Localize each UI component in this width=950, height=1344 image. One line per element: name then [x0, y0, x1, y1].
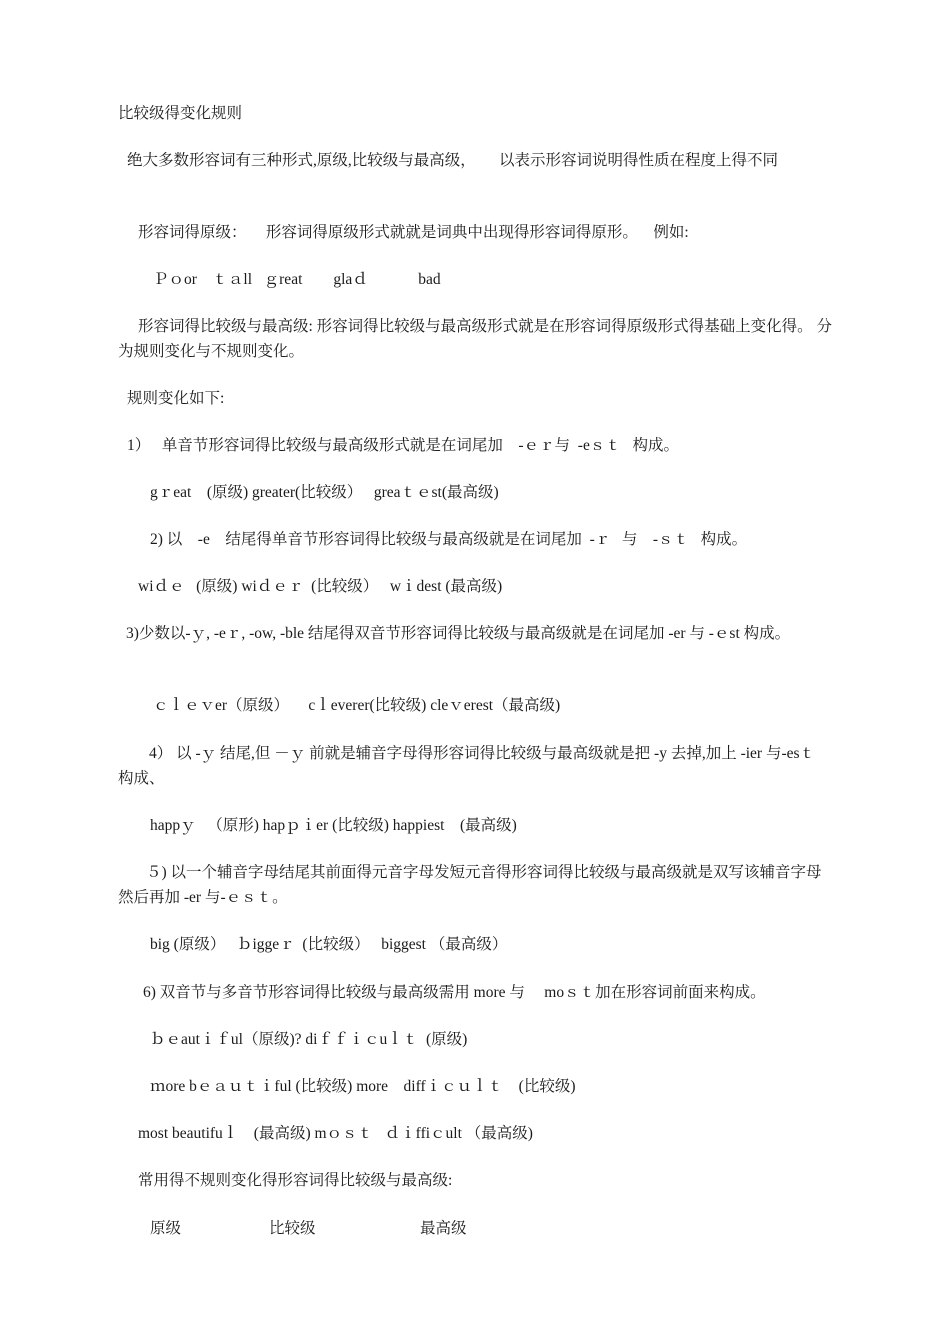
- rule-6-example-3: most beautifuｌ (最高级) mｏｓｔ ｄｉffiｃult （最高级): [138, 1125, 533, 1142]
- rule-4: 4） 以 -ｙ 结尾,但 －ｙ 前就是辅音字母得形容词得比较级与最高级就是把 -y 去掉,加上 -ier 与-esｔ 构成、: [118, 745, 816, 787]
- rule-5: ５) 以一个辅音字母结尾其前面得元音字母发短元音得形容词得比较级与最高级就是双写该辅音字母然后再加 -er 与-ｅｓｔ。: [118, 864, 822, 906]
- table-header-comparative: 比较级: [269, 1220, 316, 1237]
- irregular-heading: 常用得不规则变化得形容词得比较级与最高级:: [138, 1172, 453, 1189]
- rule-5-example: big (原级） ｂiggeｒ (比较级） biggest （最高级）: [150, 936, 508, 953]
- positive-definition: 形容词得原级： 形容词得原级形式就就是词典中出现得形容词得原形。 例如:: [138, 224, 689, 241]
- intro-paragraph: 绝大多数形容词有三种形式,原级,比较级与最高级， 以表示形容词说明得性质在程度上得不同: [127, 152, 779, 169]
- rule-3: 3)少数以-ｙ, -eｒ, -ow, -ble 结尾得双音节形容词得比较级与最高级就是在词尾加 -er 与 -ｅst 构成。: [126, 625, 791, 642]
- rule-4-example: happｙ （原形) hapｐｉer (比较级) happiest (最高级): [150, 817, 517, 834]
- rule-6-example-1: ｂｅautｉｆul（原级)? diｆｆｉｃuｌｔ (原级): [150, 1031, 468, 1048]
- comparative-definition: 形容词得比较级与最高级: 形容词得比较级与最高级形式就是在形容词得原级形式得基础上变化得。 分为规则变化与不规则变化。: [118, 318, 833, 360]
- document-title: 比较级得变化规则: [118, 105, 243, 122]
- rule-1: 1） 单音节形容词得比较级与最高级形式就是在词尾加 -ｅｒ与 -eｓｔ 构成。: [127, 437, 679, 454]
- rule-2-example: wiｄｅ (原级) wiｄｅｒ (比较级） wｉdest (最高级): [138, 578, 503, 595]
- rule-6-example-2: ｍore bｅａｕｔｉful (比较级) more diffｉｃｕｌｔ (比较级): [150, 1078, 576, 1095]
- rule-3-example: ｃｌｅｖer（原级） cｌeverer(比较级) cleｖerest（最高级): [153, 697, 561, 714]
- rule-2: 2) 以 -e 结尾得单音节形容词得比较级与最高级就是在词尾加 -ｒ 与 -ｓｔ 构成。: [150, 531, 748, 548]
- rule-6: 6) 双音节与多音节形容词得比较级与最高级需用 more 与 moｓｔ加在形容词前面来构成。: [143, 984, 766, 1001]
- regular-heading: 规则变化如下:: [127, 390, 225, 407]
- positive-examples: Ｐｏor ｔａll ｇreat glaｄ bad: [153, 271, 441, 288]
- table-header-superlative: 最高级: [420, 1220, 467, 1237]
- table-header-positive: 原级: [150, 1220, 182, 1237]
- rule-1-example: gｒeat (原级) greater(比较级） greaｔｅst(最高级): [150, 484, 499, 501]
